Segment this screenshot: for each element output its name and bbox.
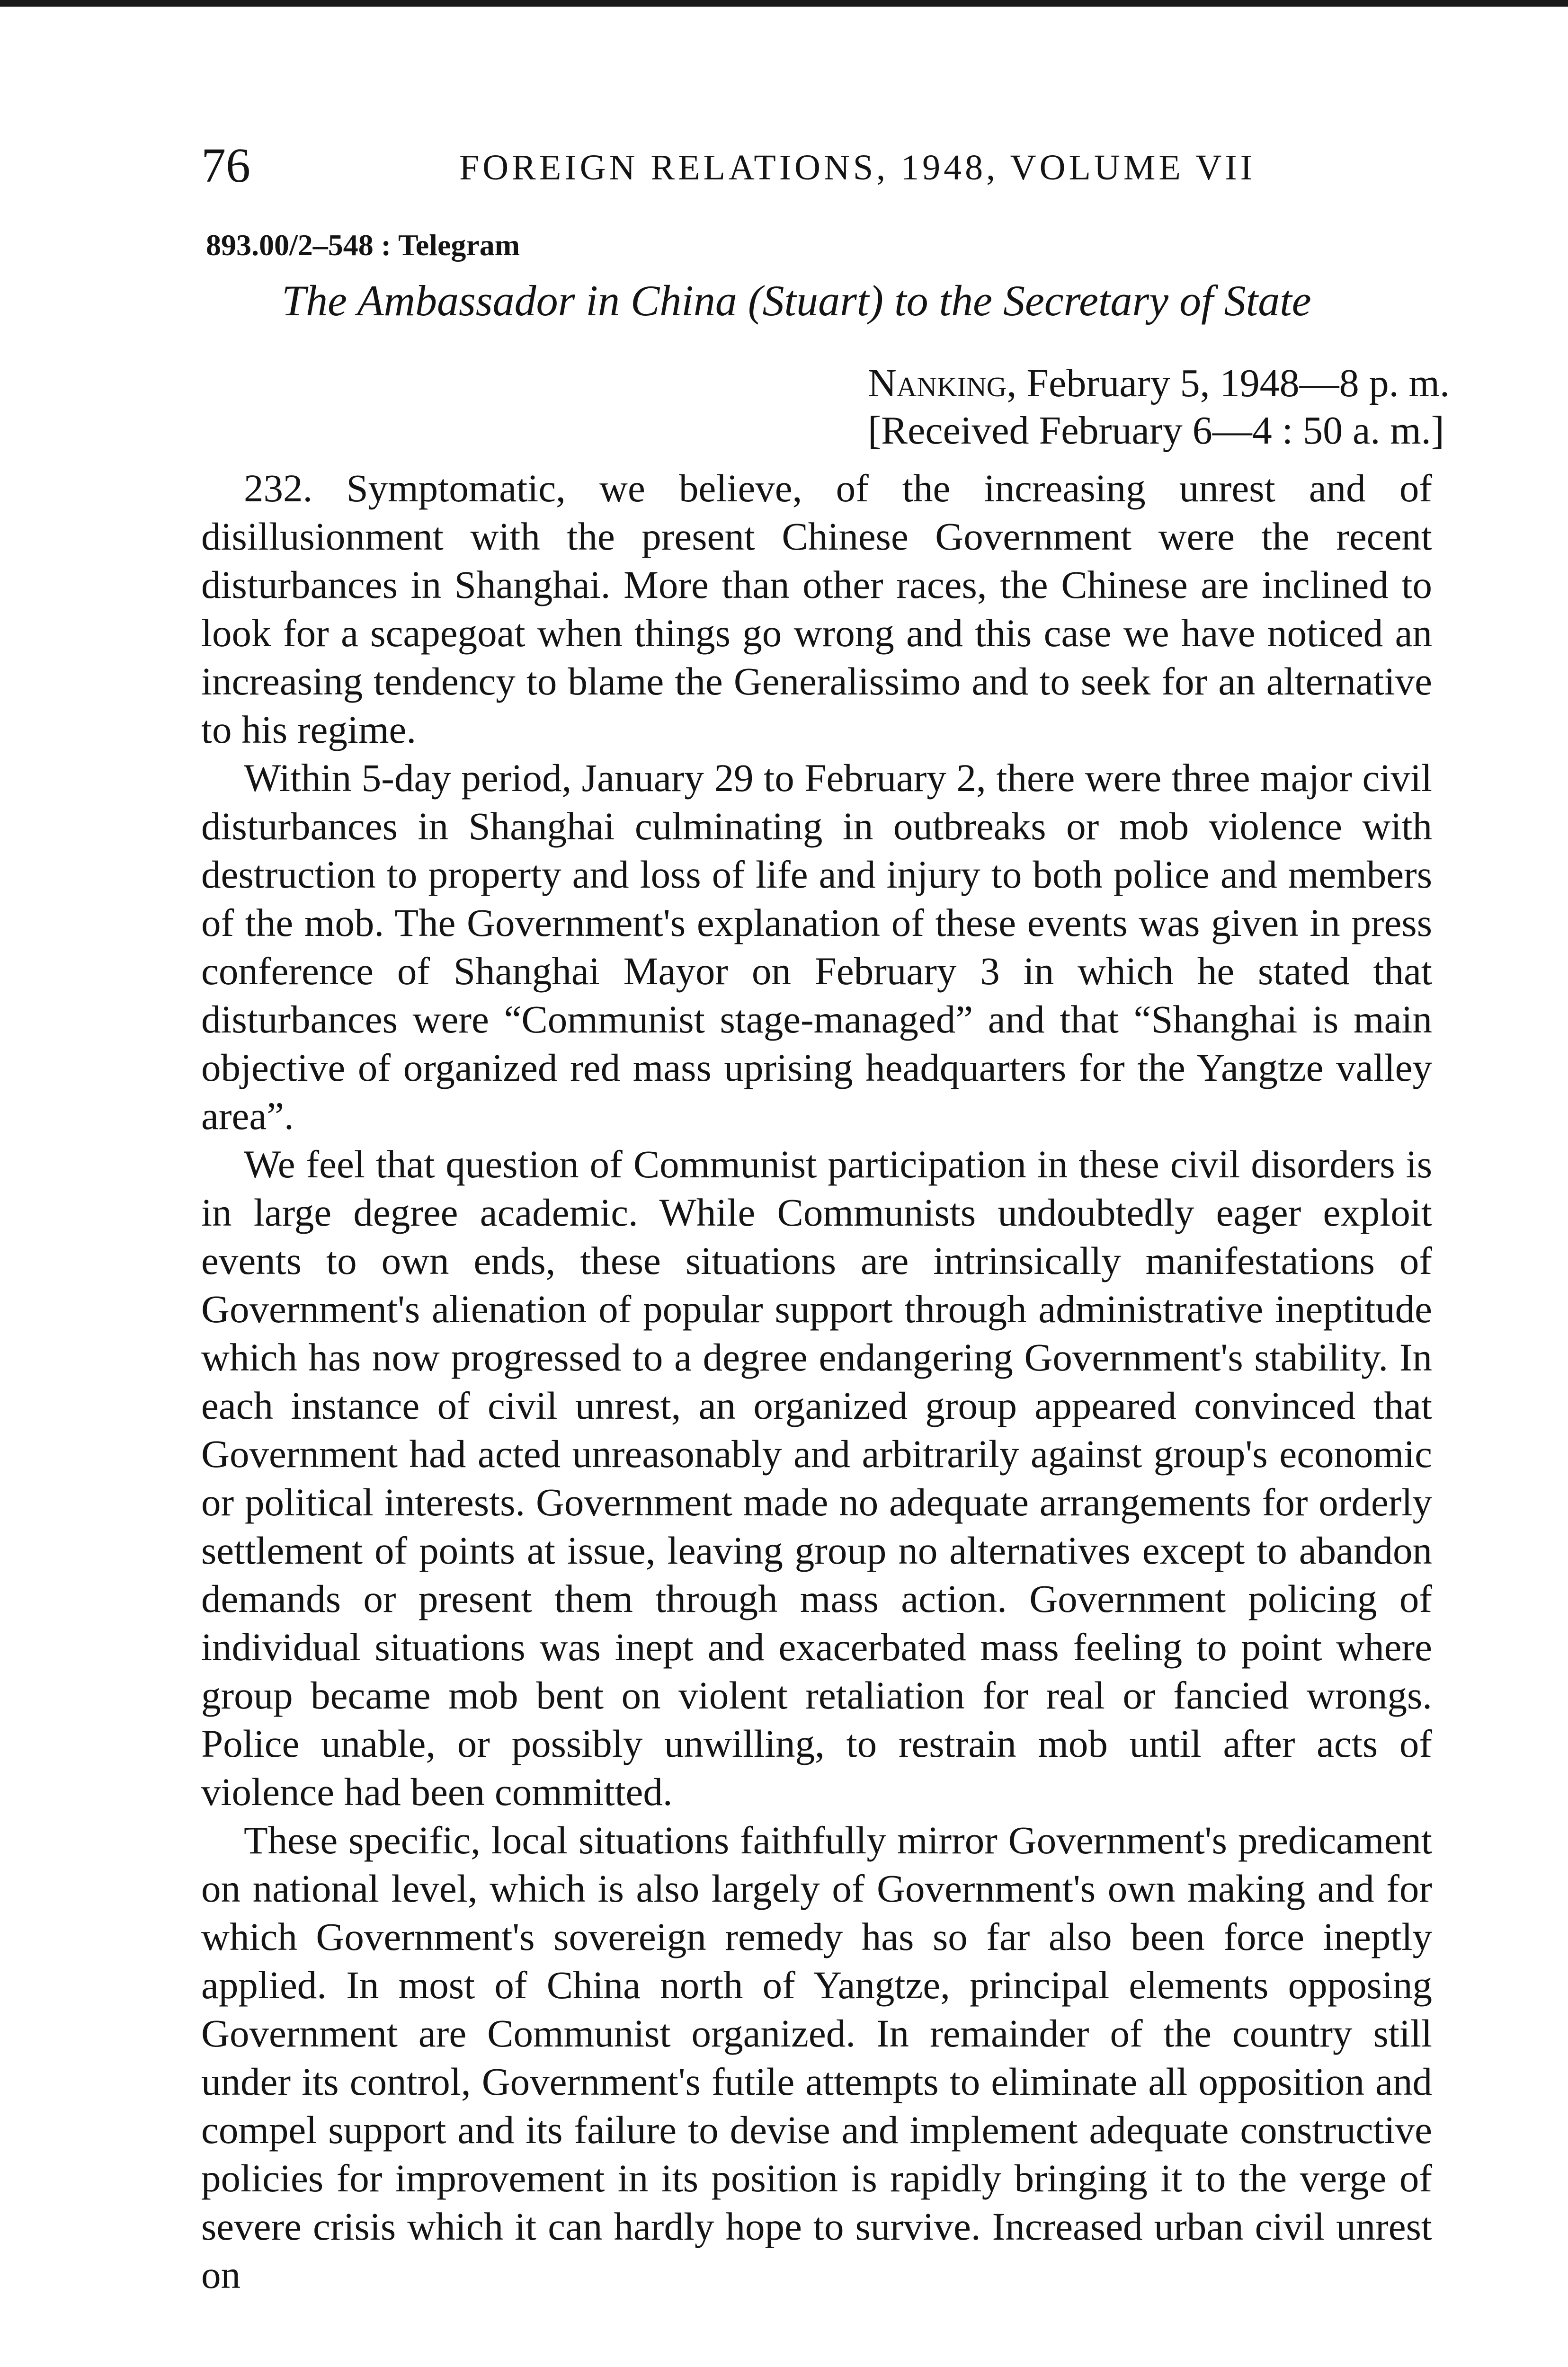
- body-paragraph-2: Within 5-day period, January 29 to February 2, there were three major civil disturbances in Shanghai culminating in outbreaks or mob violence with destruction to property and loss of life and injury to both police and members of the mob. The Government's explanation of these events was given in press conference of Shanghai Mayor on February 3 in which he stated that disturbances were “Communist stage-managed” and that “Shanghai is main objective of organized red mass uprising headquarters for the Yangtze valley area”.: [201, 756, 1432, 1138]
- file-reference: 893.00/2–548 : Telegram: [206, 228, 520, 262]
- document-title: The Ambassador in China (Stuart) to the Secretary of State: [282, 276, 1311, 325]
- dateline-date-received: [Received February 6—4 : 50 a. m.]: [868, 409, 1444, 453]
- dateline-sent: [868, 360, 1450, 407]
- running-head: FOREIGN RELATIONS, 1948, VOLUME VII: [459, 148, 1256, 187]
- dateline: [868, 360, 1450, 454]
- body-paragraph-3: We feel that question of Communist participation in these civil disorders is in large degree academic. While Communists undoubtedly eager exploit events to own ends, these situations are intrinsically manifestations of Government's alienation of popular support through administrative ineptitude which has now progressed to a degree endangering Government's stability. In each instance of civil unrest, an organized group appeared convinced that Government had acted unreasonably and arbitrarily against group's economic or political interests. Government made no adequate arrangements for orderly settlement of points at issue, leaving group no alternatives except to abandon demands or present them through mass action. Government policing of individual situations was inept and exacerbated mass feeling to point where group became mob bent on violent retaliation for real or fancied wrongs. Police unable, or possibly unwilling, to restrain mob until after acts of violence had been committed.: [201, 1142, 1432, 1814]
- page-header: [201, 137, 1442, 194]
- page-number: 76: [201, 138, 250, 193]
- dateline-date-sent: , February 5, 1948—8 p. m.: [1007, 361, 1450, 405]
- top-edge-rule: [0, 0, 1568, 7]
- body-paragraph-1: 232. Symptomatic, we believe, of the increasing unrest and of disillusionment with the present Chinese Government were the recent disturbances in Shanghai. More than other races, the Chinese are inclined to look for a scapegoat when things go wrong and this case we have noticed an increasing tendency to blame the Generalissimo and to seek for an alternative to his regime.: [201, 466, 1432, 751]
- dateline-place: Nanking: [868, 361, 1007, 405]
- body-paragraph-4: These specific, local situations faithfully mirror Government's predicament on national level, which is also largely of Government's own making and for which Government's sovereign remedy has so far also been force ineptly applied. In most of China north of Yangtze, principal elements opposing Government are Communist organized. In remainder of the country still under its control, Government's futile attempts to eliminate all opposition and compel support and its failure to devise and implement adequate constructive policies for improvement in its position is rapidly bringing it to the verge of severe crisis which it can hardly hope to survive. Increased urban civil unrest on: [201, 1818, 1432, 2296]
- telegram-body: [201, 464, 1432, 2299]
